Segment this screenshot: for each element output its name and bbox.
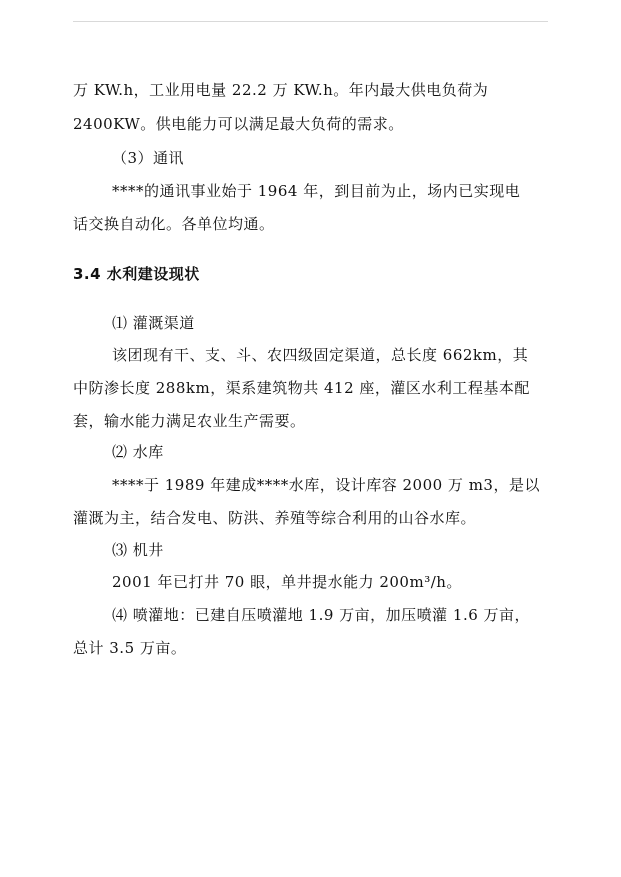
reservoir-text-line-2: 灌溉为主，结合发电、防洪、养殖等综合利用的山谷水库。 [73, 509, 477, 527]
sprinkler-text-line-1: ⑷ 喷灌地：已建自压喷灌地 1.9 万亩，加压喷灌 1.6 万亩， [112, 606, 531, 624]
wells-title: ⑶ 机井 [112, 541, 164, 559]
telecom-title: （3）通讯 [112, 149, 185, 167]
canal-text-line-1: 该团现有干、支、斗、农四级固定渠道，总长度 662km，其 [112, 346, 529, 364]
section-heading: 3.4 水利建设现状 [73, 265, 200, 283]
header-rule [73, 21, 548, 22]
wells-text-line-1: 2001 年已打井 70 眼，单井提水能力 200m³/h。 [112, 573, 462, 591]
reservoir-text-line-1: ****于 1989 年建成****水库，设计库容 2000 万 m3，是以 [112, 476, 540, 494]
telecom-text-line-2: 话交换自动化。各单位均通。 [73, 215, 275, 233]
canal-title: ⑴ 灌溉渠道 [112, 314, 195, 332]
reservoir-title: ⑵ 水库 [112, 443, 164, 461]
sprinkler-text-line-2: 总计 3.5 万亩。 [73, 639, 187, 657]
telecom-text-line-1: ****的通讯事业始于 1964 年，到目前为止，场内已实现电 [112, 182, 521, 200]
power-text-line-1: 万 KW.h，工业用电量 22.2 万 KW.h。年内最大供电负荷为 [73, 81, 489, 99]
power-text-line-2: 2400KW。供电能力可以满足最大负荷的需求。 [73, 115, 404, 133]
canal-text-line-3: 套，输水能力满足农业生产需要。 [73, 412, 306, 430]
canal-text-line-2: 中防渗长度 288km，渠系建筑物共 412 座，灌区水利工程基本配 [73, 379, 530, 397]
